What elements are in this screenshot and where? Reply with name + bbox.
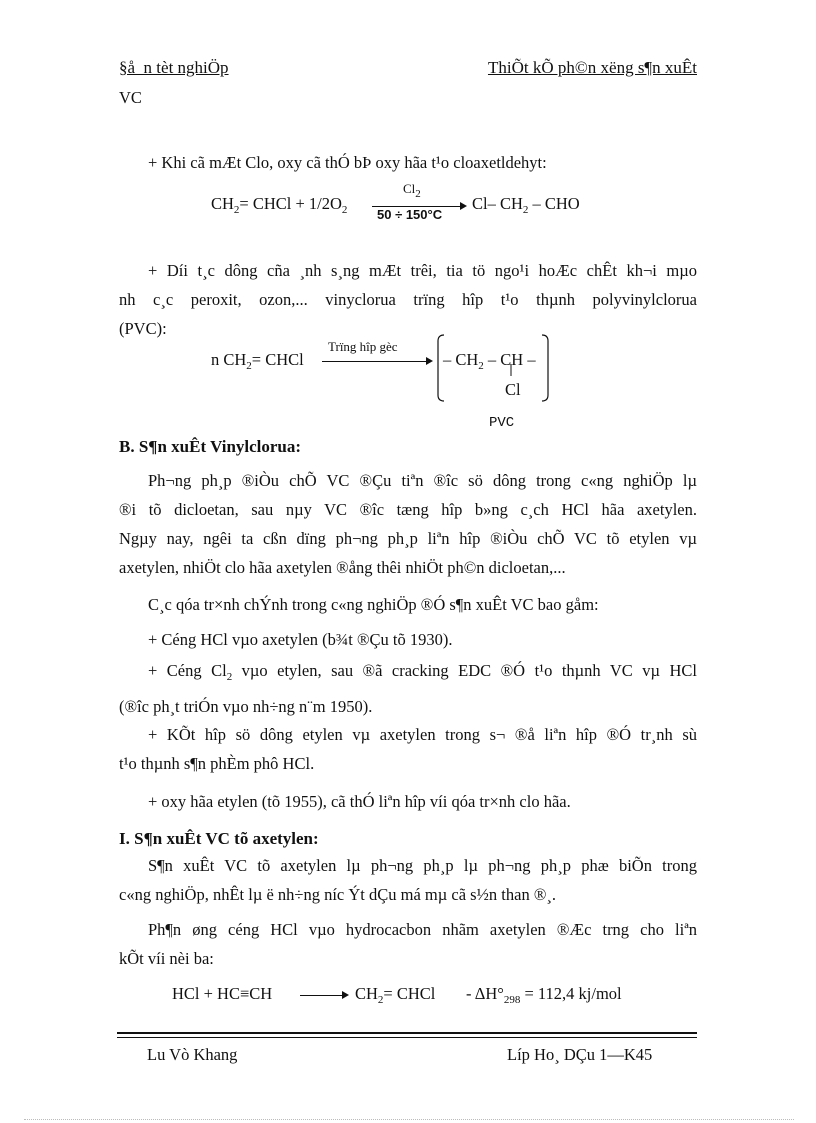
eq2-arrow	[322, 361, 426, 362]
header-left: §å_n tèt nghiÖp	[119, 58, 229, 77]
paragraph-acetylene	[119, 851, 697, 909]
text-line: axetylen, nhiÖt clo hãa axetylen ®ång thêi nhiÖt ph©n dicloetan,...	[119, 558, 566, 577]
eq1-reactants: $CH_2=$ CHCl + $1/2O_2$	[211, 194, 348, 216]
eq1-products: Cl– $CH_2$ – CHO	[472, 194, 580, 216]
paragraph-processes: C¸c qóa tr×nh chÝnh trong c«ng nghiÖp ®Ó s¶n xuÊt VC bao gåm:	[148, 595, 599, 614]
text-line: Ph¶n øng céng HCl vµo hydrocacbon nhãm axetylen ®Æc trng cho liªn	[148, 920, 697, 939]
bullet-oxidation: + oxy hãa etylen (tõ 1955), cã thÓ liªn hîp víi qóa tr×nh clo hãa.	[148, 792, 571, 811]
section-heading-b: B. S¶n xuÊt Vinylclorua:	[119, 437, 302, 456]
text-line: (®îc ph¸t triÓn vµo nh÷ng n¨m 1950).	[119, 697, 373, 716]
paragraph-polymerization	[119, 256, 697, 343]
bullet-hcl-acetylene: + Céng HCl vµo axetylen (b¾t ®Çu tõ 1930).	[148, 630, 453, 649]
text-line: kÕt víi nèi ba:	[119, 949, 214, 968]
footer-author: Lu Vò Khang	[147, 1045, 238, 1064]
footer-rule	[117, 1032, 697, 1034]
footer-rule-thin	[117, 1037, 697, 1038]
paragraph-oxidation: + Khi cã mÆt Clo, oxy cã thÓ bÞ oxy hãa t¹o cloaxetldehyt:	[148, 153, 547, 172]
eq2-product-name: PVC	[489, 415, 515, 431]
paragraph-methods	[119, 466, 697, 582]
eq3-arrowhead	[342, 991, 349, 999]
eq3-enthalpy: - $\Delta H^\circ_{298} = 112,4$ kj/mol	[466, 984, 622, 1006]
eq2-condition-over: Trïng hîp gèc	[328, 339, 398, 354]
eq3-arrow	[300, 995, 342, 996]
eq1-arrowhead	[460, 202, 467, 210]
text-line: (PVC):	[119, 319, 167, 338]
text-line: t¹o thµnh s¶n phÈm phô HCl.	[119, 754, 315, 773]
text-line: nh c¸c peroxit, ozon,... vinyclorua trïng hîp t¹o thµnh polyvinylclorua	[119, 290, 697, 309]
eq1-condition-over: $Cl_2$	[403, 181, 421, 200]
text-line: S¶n xuÊt VC tõ axetylen lµ ph¬ng ph¸p lµ ph¬ng ph¸p phæ biÕn trong	[148, 856, 697, 875]
paragraph-reaction	[119, 915, 697, 973]
eq2-reactant: n $CH_2=$ CHCl	[211, 350, 304, 372]
eq2-chain: – $CH_2$ – CH –	[443, 350, 536, 372]
page-edge	[24, 1119, 794, 1120]
text-line: + KÕt hîp sö dông etylen vµ axetylen trong s¬ ®å liªn hîp ®Ó tr¸nh sù	[148, 725, 697, 744]
header-right: ThiÕt kÕ ph©n xëng s¶n xuÊt	[487, 58, 697, 77]
text-line: ®i tõ dicloetan, sau nµy VC ®îc tæng hîp b»ng c¸ch HCl hãa axetylen.	[119, 500, 697, 519]
bullet-cl2-ethylene	[119, 656, 697, 721]
text-line: + Díi t¸c dông cña ¸nh s¸ng mÆt trêi, tia tö ngo¹i hoÆc chÊt kh¬i mµo	[148, 261, 697, 280]
text-line: c«ng nghiÖp, nhÊt lµ ë nh÷ng níc Ýt dÇu má mµ cã s½n than ®¸.	[119, 885, 557, 904]
header-continuation: VC	[119, 88, 142, 107]
eq2-chlorine: Cl	[505, 380, 521, 399]
text-line: Ph¬ng ph¸p ®iÒu chÕ VC ®Çu tiªn ®îc sö dông trong c«ng nghiÖp lµ	[148, 471, 697, 490]
eq3-product: $CH_2=$ CHCl	[355, 984, 436, 1006]
section-heading-i: I. S¶n xuÊt VC tõ axetylen:	[119, 829, 319, 848]
text-line: + Céng $Cl_2$ vµo etylen, sau ®ã cracking EDC ®Ó t¹o thµnh VC vµ HCl	[148, 661, 697, 683]
bullet-combined	[119, 720, 697, 778]
footer-class: Líp Ho¸ DÇu 1—K45	[507, 1045, 653, 1064]
eq3-reactants: HCl + HC≡CH	[172, 984, 273, 1003]
text-line: Ngµy nay, ngêi ta cßn dïng ph¬ng ph¸p liªn hîp ®iÒu chÕ VC tõ etylen vµ	[119, 529, 697, 548]
eq2-arrowhead	[426, 357, 433, 365]
eq1-condition-under: 50 ÷ 150°C	[377, 207, 443, 222]
